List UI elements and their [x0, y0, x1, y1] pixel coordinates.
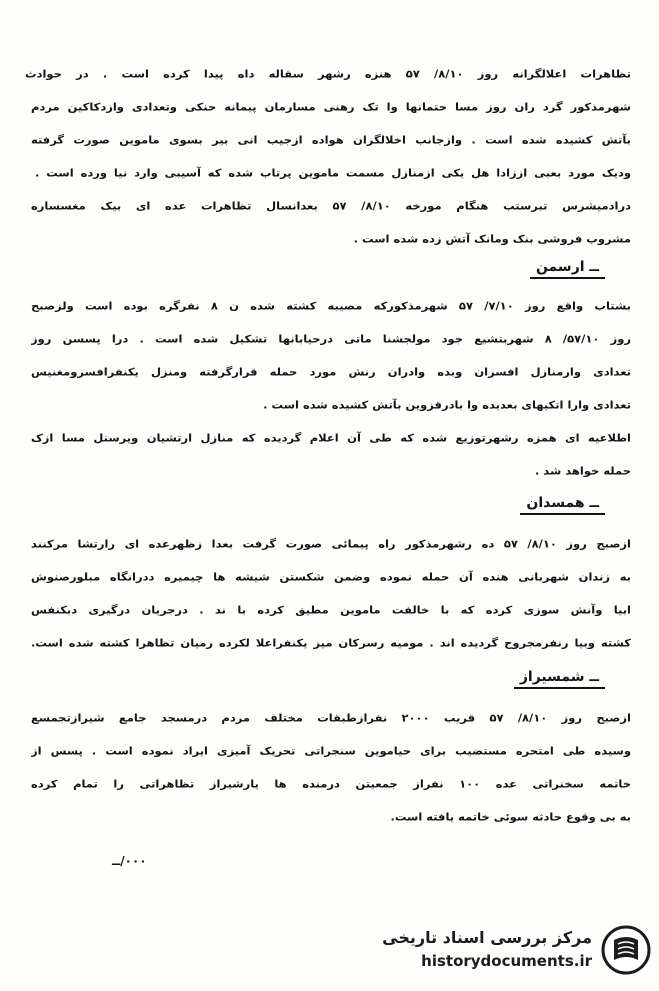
text-line: بآتش کشیده شده است . وازجانب اخلالگران هواده ازجیب انی بیر بسوی ماموین صورت گرفته [31, 133, 631, 147]
text-line: تعدادی وارا اتکیهای بعدیده وا بادرقزوین بآتش کشیده شده است . [263, 398, 631, 412]
text-line: ودیک مورد بعبی اززادا هل یکی ازمنازل مسمت ماموین پرتاب شده که آسیبی وارد نیا ورده است . [35, 166, 631, 180]
text-line: به بی وقوع حادثه سوئی خاتمه یافته است. [390, 810, 631, 824]
text-line: بشتاب واقع روز ۷/۱۰/ ۵۷ شهرمذکورکه مصیبه کشته شده ن ۸ نفرگره بوده است ولزصبح [31, 299, 631, 313]
text-line: مشروب فروشی بنک ومانک آتش زده شده است . [353, 232, 631, 246]
text-line: خاتمه سخنراتی عده ۱۰۰ نفراز جمعیتن درمنده ها یارشیراز تظاهراتی را تمام کرده [31, 777, 631, 791]
text-line: حمله خواهد شد . [534, 464, 631, 478]
watermark [370, 922, 652, 980]
text-line: درادمیشرس تبرستب هنگام مورخه ۸/۱۰/ ۵۷ بعدانسال تظاهرات عده ای بیک مغسساره [31, 199, 631, 213]
watermark-url: historydocuments.ir [421, 952, 592, 970]
text-line: شهرمذکور گرد ران روز مسا حتمانها وا تک رهنی مسارمان پیمانه حنکی وتعدادی وازدکاکین مردم [31, 100, 631, 114]
text-line: اطلاعیه ای همزه رشهرتوزیع شده که طی آن اعلام گردیده که منازل ارتشیان ویرسنل مسا ازک [31, 431, 631, 445]
section-heading [514, 668, 619, 689]
text-line: ازصبح روز ۸/۱۰/ ۵۷ قریب ۲۰۰۰ نفرازطبقات مختلف مردم درمسجد جامع شیرازتجمسع [31, 711, 631, 725]
section-heading-title: ــ ارسمن [530, 258, 605, 279]
text-line: به زندان شهربانی هنده آن حمله نموده وضمن شکستن شیشه ها چیمیره ددرانگاه مبلورصنوش [31, 570, 631, 584]
text-line: وسیده طی امتحره مستضیب برای حیاموین سنجراتی تحریک آمیزی ایراد نموده است . پسس از [31, 744, 631, 758]
text-line: ازصبح روز ۸/۱۰/ ۵۷ ده رشهرمذکور راه پیمائی صورت گرفت بعدا زظهرعده ای رارتشا مرکنند [31, 537, 631, 551]
section-heading-title: ــ شمسیراز [514, 668, 605, 689]
section-heading [520, 494, 619, 515]
page-reference: ۰۰۰/ــ [112, 854, 147, 868]
text-line: روز ۵۷/۱۰/ ۸ شهربتشیع جود مولجشنا ماتی درحیابانها تشکیل شده است . درا پسسن روز [31, 332, 631, 346]
watermark-title: مرکز بررسی اسناد تاریخی [382, 928, 592, 947]
scroll-logo-icon [600, 924, 652, 976]
text-line: تعدادی وارمنازل افسران وبده وادران رنش مورد حمله قرارگرفته ومنزل یکنفرافسرومغنیس [31, 365, 631, 379]
section-heading-title: ــ همسدان [520, 494, 605, 515]
text-line: کشته وبیا رنفرمجروح گردیده اند . مومیه رسرکان میز یکنفراعلا لکرده رمیان تظاهرا کشته شده است. [31, 636, 631, 650]
text-line: تظاهرات اعلالگرانه روز ۸/۱۰/ ۵۷ هنزه رشهر سقاله داه پیدا کرده است . در حوادث [25, 67, 631, 81]
section-heading [530, 258, 619, 279]
text-line: ابیا وآنش سوزی کرده که با خالفت ماموین مطیق کرده با ند . درجریان درگیری دبکنفس [31, 603, 631, 617]
